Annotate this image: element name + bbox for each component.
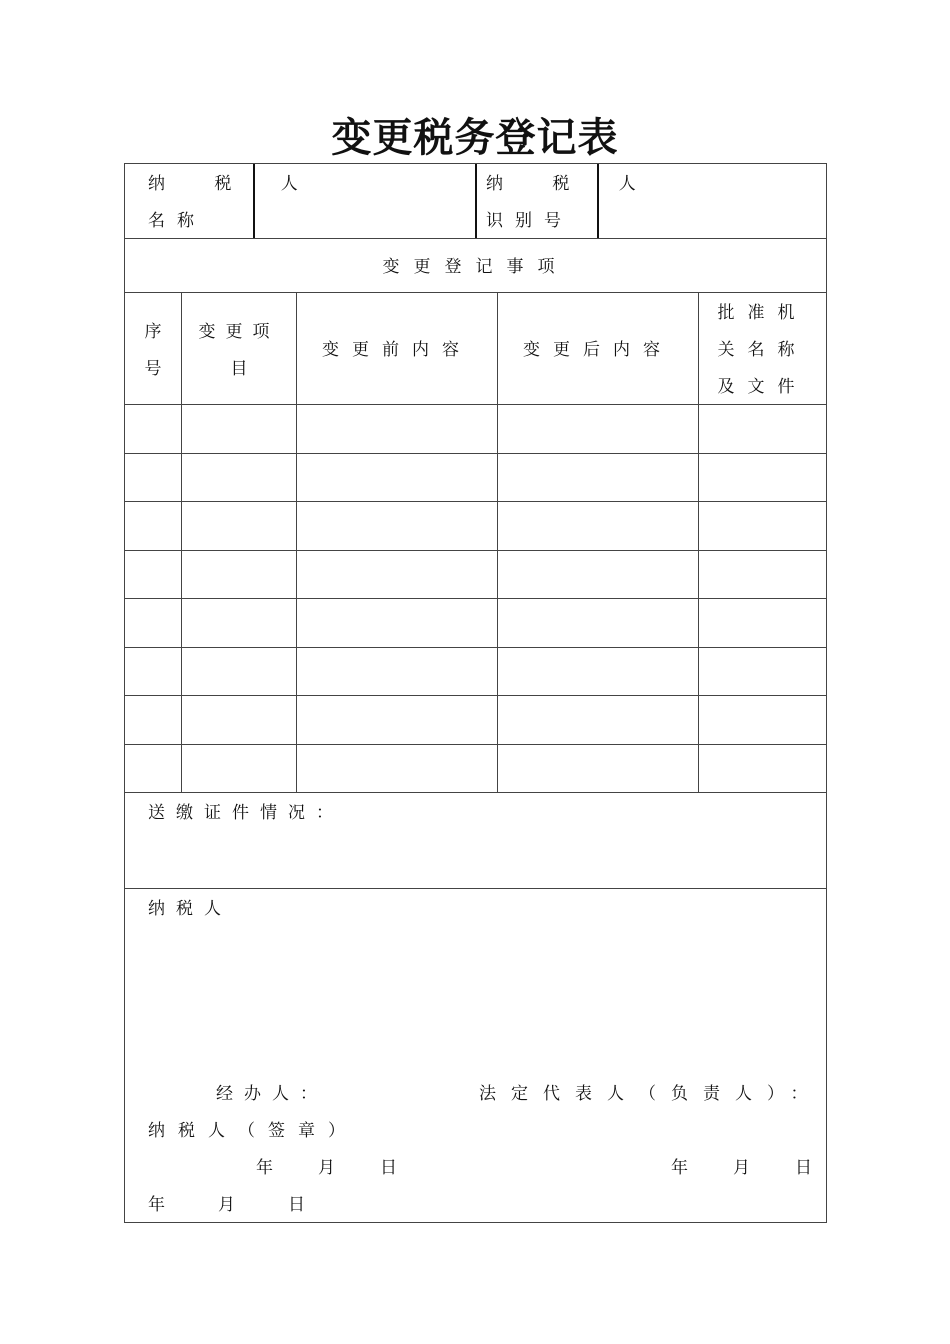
row-2-after-cell[interactable] (498, 454, 698, 501)
row-1-approval-cell[interactable] (699, 405, 826, 453)
row-1-seq-cell[interactable] (125, 405, 181, 453)
row-1-item-cell[interactable] (182, 405, 296, 453)
row-5-after-cell[interactable] (498, 599, 698, 647)
col-header-item-1: 变更项 (198, 322, 280, 342)
date-legal-rep: 年 月 日 (671, 1158, 826, 1178)
date-handler: 年 月 日 (256, 1158, 411, 1178)
row-2-seq-cell[interactable] (125, 454, 181, 501)
col-header-after: 变更后内容 (523, 340, 673, 360)
row-2-before-cell[interactable] (297, 454, 497, 501)
taxpayer-section-label: 纳税人 (148, 899, 232, 919)
row-7-after-cell[interactable] (498, 696, 698, 744)
page-title: 变更税务登记表 (331, 115, 619, 161)
row-8-approval-cell[interactable] (699, 745, 826, 792)
row-7-approval-cell[interactable] (699, 696, 826, 744)
col-header-seq-1: 序 (144, 322, 162, 342)
col-header-seq-2: 号 (144, 359, 162, 379)
handler-label: 经办人： (216, 1084, 328, 1104)
row-8-after-cell[interactable] (498, 745, 698, 792)
row-4-item-cell[interactable] (182, 551, 296, 598)
taxpayer-id-label-1: 纳 税 人 (486, 174, 658, 194)
row-3-item-cell[interactable] (182, 502, 296, 550)
row-6-before-cell[interactable] (297, 648, 497, 695)
taxpayer-id-label-2: 识别号 (486, 211, 573, 231)
documents-label: 送缴证件情况： (148, 803, 344, 823)
taxpayer-name-label-1: 纳 税 人 (148, 174, 320, 194)
row-4-after-cell[interactable] (498, 551, 698, 598)
col-header-approval-3: 及文件 (717, 377, 808, 397)
row-6-seq-cell[interactable] (125, 648, 181, 695)
row-2-item-cell[interactable] (182, 454, 296, 501)
row-6-after-cell[interactable] (498, 648, 698, 695)
row-4-before-cell[interactable] (297, 551, 497, 598)
seal-label: 纳税人（签章） (148, 1121, 358, 1141)
section-title: 变更登记事项 (382, 257, 569, 277)
row-7-before-cell[interactable] (297, 696, 497, 744)
row-5-item-cell[interactable] (182, 599, 296, 647)
row-8-item-cell[interactable] (182, 745, 296, 792)
row-2-approval-cell[interactable] (699, 454, 826, 501)
row-6-item-cell[interactable] (182, 648, 296, 695)
taxpayer-name-label-2: 名称 (148, 211, 206, 231)
row-4-seq-cell[interactable] (125, 551, 181, 598)
date-seal: 年 月 日 (148, 1195, 323, 1215)
row-7-seq-cell[interactable] (125, 696, 181, 744)
divider-documents (125, 888, 826, 889)
row-5-before-cell[interactable] (297, 599, 497, 647)
row-6-approval-cell[interactable] (699, 648, 826, 695)
divider-section-title (125, 292, 826, 293)
row-8-seq-cell[interactable] (125, 745, 181, 792)
row-3-approval-cell[interactable] (699, 502, 826, 550)
row-3-before-cell[interactable] (297, 502, 497, 550)
col-header-item-2: 目 (230, 359, 248, 379)
divider-header (125, 238, 826, 239)
row-3-after-cell[interactable] (498, 502, 698, 550)
row-3-seq-cell[interactable] (125, 502, 181, 550)
taxpayer-id-field[interactable] (605, 172, 819, 232)
col-header-approval-2: 关名称 (717, 340, 808, 360)
row-5-seq-cell[interactable] (125, 599, 181, 647)
col-header-before: 变更前内容 (322, 340, 472, 360)
row-1-after-cell[interactable] (498, 405, 698, 453)
row-1-before-cell[interactable] (297, 405, 497, 453)
row-8-before-cell[interactable] (297, 745, 497, 792)
divider-row-8 (125, 792, 826, 793)
row-5-approval-cell[interactable] (699, 599, 826, 647)
change-registration-form (124, 163, 827, 1223)
col-header-approval-1: 批准机 (717, 303, 808, 323)
row-4-approval-cell[interactable] (699, 551, 826, 598)
legal-rep-label: 法定代表人（负责人）： (479, 1084, 823, 1104)
header-divider-2 (475, 164, 477, 238)
taxpayer-name-field[interactable] (261, 172, 469, 232)
row-7-item-cell[interactable] (182, 696, 296, 744)
